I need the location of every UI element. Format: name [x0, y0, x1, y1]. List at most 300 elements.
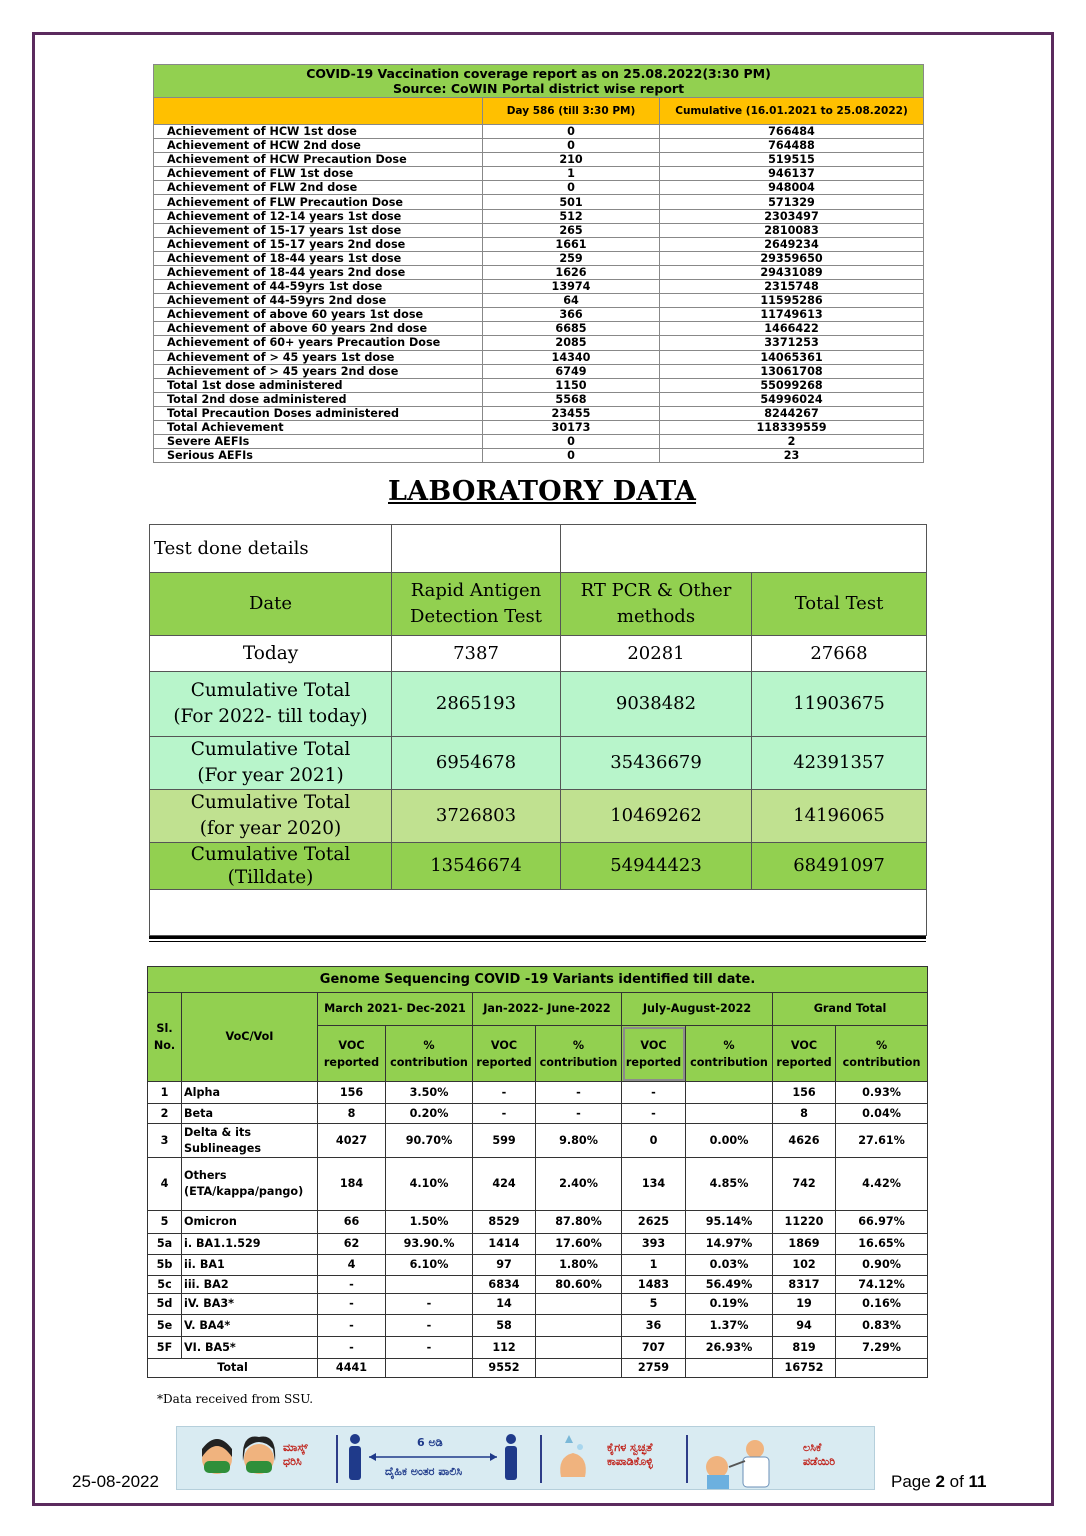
genome-pct-value	[536, 1315, 622, 1337]
vaccination-row-label: Achievement of above 60 years 2nd dose	[154, 322, 483, 336]
lab-rapid-value: 7387	[392, 636, 561, 672]
genome-voc-value: 0	[622, 1124, 686, 1158]
lab-total-value: 14196065	[752, 790, 927, 843]
genome-pct-value	[686, 1104, 773, 1124]
banner-hands-text	[607, 1441, 653, 1469]
genome-pct-value: 0.16%	[836, 1294, 928, 1315]
genome-pct-value: 0.19%	[686, 1294, 773, 1315]
vaccination-header-row	[154, 98, 924, 125]
lab-header-rtpcr-line2: methods	[616, 606, 696, 627]
lab-row-label-line2: (for year 2020)	[199, 818, 342, 839]
section-divider	[149, 941, 926, 942]
vaccination-row	[154, 322, 924, 336]
genome-voc-value: 6834	[473, 1276, 536, 1294]
genome-variant-name: iii. BA2	[182, 1276, 318, 1294]
vaccination-cumulative-value: 571329	[660, 195, 924, 209]
vaccination-cumulative-value: 764488	[660, 139, 924, 153]
lab-row-label	[150, 843, 392, 890]
genome-voc-value: 5	[622, 1294, 686, 1315]
vaccination-row	[154, 181, 924, 195]
lab-blank-cell	[392, 525, 561, 573]
vaccination-row	[154, 209, 924, 223]
vaccination-cumulative-value: 13061708	[660, 364, 924, 378]
banner-mask-text	[283, 1441, 308, 1469]
genome-voc-value: 4027	[318, 1124, 386, 1158]
genome-voc-value: -	[318, 1337, 386, 1359]
genome-variant-name: iV. BA3*	[182, 1294, 318, 1315]
genome-variant-name: Omicron	[182, 1211, 318, 1234]
genome-voc-value: 58	[473, 1315, 536, 1337]
vaccination-cumulative-value: 11595286	[660, 294, 924, 308]
vaccination-row-label: Severe AEFIs	[154, 435, 483, 449]
vaccination-cumulative-value: 2	[660, 435, 924, 449]
genome-pct-value	[536, 1294, 622, 1315]
lab-row	[150, 843, 927, 890]
vaccination-row-label: Achievement of 18-44 years 1st dose	[154, 251, 483, 265]
vaccination-row-label: Achievement of above 60 years 1st dose	[154, 308, 483, 322]
genome-pct-value: 80.60%	[536, 1276, 622, 1294]
lab-total-value: 42391357	[752, 737, 927, 790]
vaccination-row-label: Achievement of 12-14 years 1st dose	[154, 209, 483, 223]
vaccination-row-label: Achievement of FLW 2nd dose	[154, 181, 483, 195]
banner-hands-line1: ಕೈಗಳ ಸ್ವಚ್ಛತೆ	[607, 1441, 653, 1454]
vaccination-day-value: 6685	[483, 322, 660, 336]
genome-voc-value: 14	[473, 1294, 536, 1315]
vaccination-day-value: 210	[483, 153, 660, 167]
genome-period-row	[148, 993, 928, 1026]
vaccination-day-value: 1	[483, 167, 660, 181]
vaccination-row	[154, 308, 924, 322]
genome-subheader-voc: VOC reported	[318, 1026, 386, 1082]
genome-pct-value: 6.10%	[386, 1255, 473, 1276]
lab-rapid-value: 13546674	[392, 843, 561, 890]
genome-voc-value: -	[622, 1082, 686, 1104]
vaccination-day-value: 1626	[483, 265, 660, 279]
page-total: 11	[968, 1472, 987, 1491]
section-divider	[149, 936, 926, 939]
lab-total-value: 27668	[752, 636, 927, 672]
genome-pct-value: 0.03%	[686, 1255, 773, 1276]
vaccination-day-value: 0	[483, 181, 660, 195]
genome-voc-value: 4	[318, 1255, 386, 1276]
laboratory-table	[149, 524, 927, 936]
genome-subheader-pct: % contribution	[836, 1026, 928, 1082]
genome-voc-value: 1	[622, 1255, 686, 1276]
vaccination-day-value: 5568	[483, 392, 660, 406]
lab-row-label	[150, 672, 392, 737]
genome-sl: 5F	[148, 1337, 182, 1359]
genome-total-blank	[536, 1359, 622, 1378]
vaccination-row	[154, 294, 924, 308]
genome-pct-value: 1.80%	[536, 1255, 622, 1276]
genome-voc-value: 2625	[622, 1211, 686, 1234]
genome-voc-value: 36	[622, 1315, 686, 1337]
lab-blank-cell	[561, 525, 927, 573]
vaccination-row-label: Total 1st dose administered	[154, 378, 483, 392]
genome-sl: 5d	[148, 1294, 182, 1315]
page-of: of	[944, 1472, 969, 1491]
genome-pct-value: 0.93%	[836, 1082, 928, 1104]
lab-row-label-line1: Cumulative Total	[190, 844, 351, 865]
genome-pct-value: 4.10%	[386, 1158, 473, 1211]
genome-row	[148, 1294, 928, 1315]
genome-row	[148, 1234, 928, 1255]
genome-variant-name: Delta & its Sublineages	[182, 1124, 318, 1158]
genome-variant-name: V. BA4*	[182, 1315, 318, 1337]
genome-variant-name: Beta	[182, 1104, 318, 1124]
vaccination-day-value: 64	[483, 294, 660, 308]
lab-rtpcr-value: 54944423	[561, 843, 752, 890]
genome-pct-value: 27.61%	[836, 1124, 928, 1158]
genome-pct-value: 74.12%	[836, 1276, 928, 1294]
genome-voc-value: 19	[773, 1294, 836, 1315]
vaccination-icon	[706, 1440, 769, 1489]
vaccination-header-day: Day 586 (till 3:30 PM)	[483, 98, 660, 125]
genome-pct-value: 7.29%	[836, 1337, 928, 1359]
vaccination-row	[154, 251, 924, 265]
genome-voc-value: 393	[622, 1234, 686, 1255]
vaccination-day-value: 265	[483, 223, 660, 237]
lab-row-label	[150, 790, 392, 843]
genome-pct-value: 26.93%	[686, 1337, 773, 1359]
genome-sl: 2	[148, 1104, 182, 1124]
lab-blank-cell	[150, 890, 927, 936]
genome-voc-value: -	[318, 1315, 386, 1337]
vaccination-day-value: 23455	[483, 406, 660, 420]
vaccination-row-label: Total 2nd dose administered	[154, 392, 483, 406]
genome-voc-value: 112	[473, 1337, 536, 1359]
genome-total-value: 9552	[473, 1359, 536, 1378]
vaccination-row	[154, 350, 924, 364]
vaccination-row	[154, 153, 924, 167]
vaccination-cumulative-value: 54996024	[660, 392, 924, 406]
masked-faces-icon	[202, 1437, 275, 1475]
vaccination-row	[154, 265, 924, 279]
lab-total-value: 68491097	[752, 843, 927, 890]
vaccination-row-label: Achievement of 44-59yrs 1st dose	[154, 280, 483, 294]
genome-pct-value: 0.04%	[836, 1104, 928, 1124]
vaccination-day-value: 30173	[483, 420, 660, 434]
vaccination-day-value: 0	[483, 139, 660, 153]
lab-header-rtpcr-line1: RT PCR & Other	[580, 580, 732, 601]
vaccination-row	[154, 449, 924, 463]
lab-rtpcr-value: 10469262	[561, 790, 752, 843]
genome-pct-value: -	[386, 1315, 473, 1337]
genome-sl: 3	[148, 1124, 182, 1158]
lab-blank-row	[150, 890, 927, 936]
genome-subheader-voc: VOC reported	[473, 1026, 536, 1082]
genome-voc-value: 8317	[773, 1276, 836, 1294]
genome-variant-name: Alpha	[182, 1082, 318, 1104]
genome-pct-value: 0.90%	[836, 1255, 928, 1276]
vaccination-row-label: Total Precaution Doses administered	[154, 406, 483, 420]
genome-voc-value: -	[318, 1276, 386, 1294]
genome-sl: 5b	[148, 1255, 182, 1276]
genome-pct-value: 14.97%	[686, 1234, 773, 1255]
vaccination-row-label: Achievement of > 45 years 1st dose	[154, 350, 483, 364]
genome-voc-value: 8	[318, 1104, 386, 1124]
vaccination-row	[154, 167, 924, 181]
vaccination-row-label: Achievement of 15-17 years 1st dose	[154, 223, 483, 237]
page-current: 2	[935, 1472, 945, 1491]
banner-vaccine-line1: ಲಸಿಕೆ	[803, 1441, 822, 1454]
genome-voc-value: 62	[318, 1234, 386, 1255]
genome-voc-value: -	[473, 1082, 536, 1104]
genome-sl: 5	[148, 1211, 182, 1234]
genome-sl: 5c	[148, 1276, 182, 1294]
lab-row-label: Today	[150, 636, 392, 672]
vaccination-header-blank	[154, 98, 483, 125]
vaccination-cumulative-value: 29359650	[660, 251, 924, 265]
genome-subheader-pct: % contribution	[386, 1026, 473, 1082]
genome-pct-value: 4.85%	[686, 1158, 773, 1211]
lab-header-row	[150, 573, 927, 636]
genome-row	[148, 1158, 928, 1211]
vaccination-cumulative-value: 11749613	[660, 308, 924, 322]
genome-period-header: Grand Total	[773, 993, 928, 1026]
genome-voc-value: 819	[773, 1337, 836, 1359]
vaccination-cumulative-value: 23	[660, 449, 924, 463]
vaccination-cumulative-value: 766484	[660, 125, 924, 139]
genome-voc-value: 4626	[773, 1124, 836, 1158]
genome-voc-value: 424	[473, 1158, 536, 1211]
genome-total-value: 16752	[773, 1359, 836, 1378]
genome-row	[148, 1255, 928, 1276]
banner-mask-line2: ಧರಿಸಿ	[283, 1455, 302, 1468]
vaccination-cumulative-value: 29431089	[660, 265, 924, 279]
genome-voc-value: 707	[622, 1337, 686, 1359]
vaccination-day-value: 259	[483, 251, 660, 265]
genome-total-label: Total	[148, 1359, 318, 1378]
genome-row	[148, 1276, 928, 1294]
genome-title-row	[148, 967, 928, 993]
vaccination-day-value: 1661	[483, 237, 660, 251]
vaccination-row-label: Achievement of 15-17 years 2nd dose	[154, 237, 483, 251]
vaccination-cumulative-value: 519515	[660, 153, 924, 167]
lab-row	[150, 790, 927, 843]
banner-distance-bottom: ದೈಹಿಕ ಅಂತರ ಪಾಲಿಸಿ	[385, 1465, 463, 1478]
genome-sl: 5a	[148, 1234, 182, 1255]
vaccination-day-value: 512	[483, 209, 660, 223]
genome-pct-value: 1.37%	[686, 1315, 773, 1337]
lab-rapid-value: 3726803	[392, 790, 561, 843]
vaccination-row	[154, 406, 924, 420]
genome-voc-value: 8529	[473, 1211, 536, 1234]
page-prefix: Page	[891, 1472, 936, 1491]
vaccination-row	[154, 237, 924, 251]
footer-date: 25-08-2022	[72, 1472, 159, 1491]
genome-row	[148, 1104, 928, 1124]
lab-row	[150, 636, 927, 672]
vaccination-cumulative-value: 2649234	[660, 237, 924, 251]
genome-voc-value: 8	[773, 1104, 836, 1124]
vaccination-cumulative-value: 2303497	[660, 209, 924, 223]
genome-pct-value: -	[386, 1337, 473, 1359]
lab-row-label-line2: (Tilldate)	[227, 867, 314, 888]
genome-period-header: Jan-2022- June-2022	[473, 993, 622, 1026]
vaccination-row-label: Achievement of FLW 1st dose	[154, 167, 483, 181]
genome-pct-value: -	[536, 1104, 622, 1124]
lab-header-rtpcr	[561, 573, 752, 636]
genome-voc-value: 94	[773, 1315, 836, 1337]
vaccination-row	[154, 378, 924, 392]
genome-row	[148, 1337, 928, 1359]
genome-voc-value: 599	[473, 1124, 536, 1158]
genome-voc-value: -	[473, 1104, 536, 1124]
lab-total-value: 11903675	[752, 672, 927, 737]
vaccination-title-line2: Source: CoWIN Portal district wise report	[392, 81, 685, 96]
vaccination-row	[154, 125, 924, 139]
genome-pct-value: 2.40%	[536, 1158, 622, 1211]
vaccination-row-label: Achievement of HCW 1st dose	[154, 125, 483, 139]
genome-table	[147, 966, 928, 1378]
genome-pct-value: 93.90.%	[386, 1234, 473, 1255]
vaccination-cumulative-value: 14065361	[660, 350, 924, 364]
vaccination-row-label: Achievement of HCW Precaution Dose	[154, 153, 483, 167]
genome-pct-value	[386, 1276, 473, 1294]
vaccination-row	[154, 139, 924, 153]
genome-pct-value: 87.80%	[536, 1211, 622, 1234]
vaccination-title	[154, 65, 924, 98]
covid-appropriate-behaviour-banner	[176, 1426, 875, 1490]
genome-period-header: March 2021- Dec-2021	[318, 993, 473, 1026]
genome-voc-value: 184	[318, 1158, 386, 1211]
lab-rtpcr-value: 9038482	[561, 672, 752, 737]
genome-pct-value: 17.60%	[536, 1234, 622, 1255]
genome-pct-value	[536, 1337, 622, 1359]
lab-rtpcr-value: 20281	[561, 636, 752, 672]
genome-subheader-pct: % contribution	[536, 1026, 622, 1082]
page-number	[891, 1472, 987, 1492]
lab-row-label-line1: Cumulative Total	[190, 739, 351, 760]
vaccination-day-value: 6749	[483, 364, 660, 378]
genome-subheader-pct: % contribution	[686, 1026, 773, 1082]
genome-pct-value: 9.80%	[536, 1124, 622, 1158]
genome-pct-value: 66.97%	[836, 1211, 928, 1234]
footnote: *Data received from SSU.	[157, 1392, 314, 1406]
genome-voc-value: 134	[622, 1158, 686, 1211]
genome-total-blank	[386, 1359, 473, 1378]
genome-voc-value: 742	[773, 1158, 836, 1211]
genome-pct-value: 16.65%	[836, 1234, 928, 1255]
banner-vaccine-text	[803, 1441, 835, 1469]
vaccination-row-label: Achievement of FLW Precaution Dose	[154, 195, 483, 209]
vaccination-row-label: Achievement of 60+ years Precaution Dose	[154, 336, 483, 350]
genome-variant-name: ii. BA1	[182, 1255, 318, 1276]
genome-voc-value: -	[622, 1104, 686, 1124]
vaccination-row	[154, 420, 924, 434]
genome-voc-value: 11220	[773, 1211, 836, 1234]
genome-pct-value: -	[386, 1294, 473, 1315]
genome-row	[148, 1211, 928, 1234]
lab-header-rapid-line1: Rapid Antigen	[410, 580, 542, 601]
lab-row-label-line2: (For 2022- till today)	[173, 706, 368, 727]
genome-total-value: 4441	[318, 1359, 386, 1378]
lab-header-total: Total Test	[752, 573, 927, 636]
genome-total-row	[148, 1359, 928, 1378]
genome-variant-name: i. BA1.1.529	[182, 1234, 318, 1255]
vaccination-cumulative-value: 55099268	[660, 378, 924, 392]
genome-row	[148, 1082, 928, 1104]
vaccination-row-label: Serious AEFIs	[154, 449, 483, 463]
vaccination-day-value: 0	[483, 125, 660, 139]
lab-rapid-value: 2865193	[392, 672, 561, 737]
lab-header-date: Date	[150, 573, 392, 636]
genome-pct-value: -	[536, 1082, 622, 1104]
lab-test-done-label: Test done details	[150, 525, 392, 573]
genome-sl: 4	[148, 1158, 182, 1211]
vaccination-table	[153, 64, 924, 463]
hand-wash-icon	[560, 1435, 586, 1477]
genome-voc-value: 102	[773, 1255, 836, 1276]
genome-voc-value: 1869	[773, 1234, 836, 1255]
genome-voc-value: 1414	[473, 1234, 536, 1255]
vaccination-cumulative-value: 118339559	[660, 420, 924, 434]
vaccination-day-value: 14340	[483, 350, 660, 364]
genome-voc-value: -	[318, 1294, 386, 1315]
vaccination-day-value: 1150	[483, 378, 660, 392]
vaccination-row-label: Achievement of 44-59yrs 2nd dose	[154, 294, 483, 308]
vaccination-row	[154, 195, 924, 209]
genome-sl: 1	[148, 1082, 182, 1104]
genome-row	[148, 1124, 928, 1158]
genome-pct-value: 90.70%	[386, 1124, 473, 1158]
genome-voc-value: 1483	[622, 1276, 686, 1294]
genome-variant-name: Others (ETA/kappa/pango)	[182, 1158, 318, 1211]
vaccination-title-row	[154, 65, 924, 98]
vaccination-day-value: 2085	[483, 336, 660, 350]
lab-row	[150, 672, 927, 737]
vaccination-cumulative-value: 8244267	[660, 406, 924, 420]
genome-pct-value: 0.20%	[386, 1104, 473, 1124]
vaccination-title-line1: COVID-19 Vaccination coverage report as on 25.08.2022(3:30 PM)	[306, 66, 771, 81]
lab-row-label-line1: Cumulative Total	[190, 680, 351, 701]
genome-header-voc: VoC/VoI	[182, 993, 318, 1082]
genome-header-sl: Sl. No.	[148, 993, 182, 1082]
genome-pct-value: 3.50%	[386, 1082, 473, 1104]
lab-test-done-row	[150, 525, 927, 573]
lab-row-label	[150, 737, 392, 790]
genome-pct-value: 0.83%	[836, 1315, 928, 1337]
genome-voc-value: 66	[318, 1211, 386, 1234]
vaccination-row	[154, 336, 924, 350]
genome-voc-value: 97	[473, 1255, 536, 1276]
vaccination-cumulative-value: 2315748	[660, 280, 924, 294]
banner-mask-line1: ಮಾಸ್ಕ್	[283, 1441, 308, 1454]
vaccination-row-label: Achievement of > 45 years 2nd dose	[154, 364, 483, 378]
vaccination-row	[154, 435, 924, 449]
vaccination-row-label: Total Achievement	[154, 420, 483, 434]
vaccination-day-value: 366	[483, 308, 660, 322]
banner-hands-line2: ಕಾಪಾಡಿಕೊಳ್ಳಿ	[607, 1455, 653, 1468]
lab-row-label-line2: (For year 2021)	[197, 765, 344, 786]
vaccination-cumulative-value: 1466422	[660, 322, 924, 336]
genome-subheader-voc: VOC reported	[622, 1026, 686, 1082]
vaccination-cumulative-value: 946137	[660, 167, 924, 181]
genome-total-blank	[836, 1359, 928, 1378]
genome-pct-value: 4.42%	[836, 1158, 928, 1211]
vaccination-cumulative-value: 2810083	[660, 223, 924, 237]
lab-row-label-line1: Cumulative Total	[190, 792, 351, 813]
genome-total-blank	[686, 1359, 773, 1378]
vaccination-day-value: 13974	[483, 280, 660, 294]
genome-pct-value: 1.50%	[386, 1211, 473, 1234]
vaccination-cumulative-value: 948004	[660, 181, 924, 195]
genome-voc-value: 156	[773, 1082, 836, 1104]
lab-header-rapid-line2: Detection Test	[410, 606, 542, 627]
genome-total-value: 2759	[622, 1359, 686, 1378]
vaccination-day-value: 0	[483, 449, 660, 463]
